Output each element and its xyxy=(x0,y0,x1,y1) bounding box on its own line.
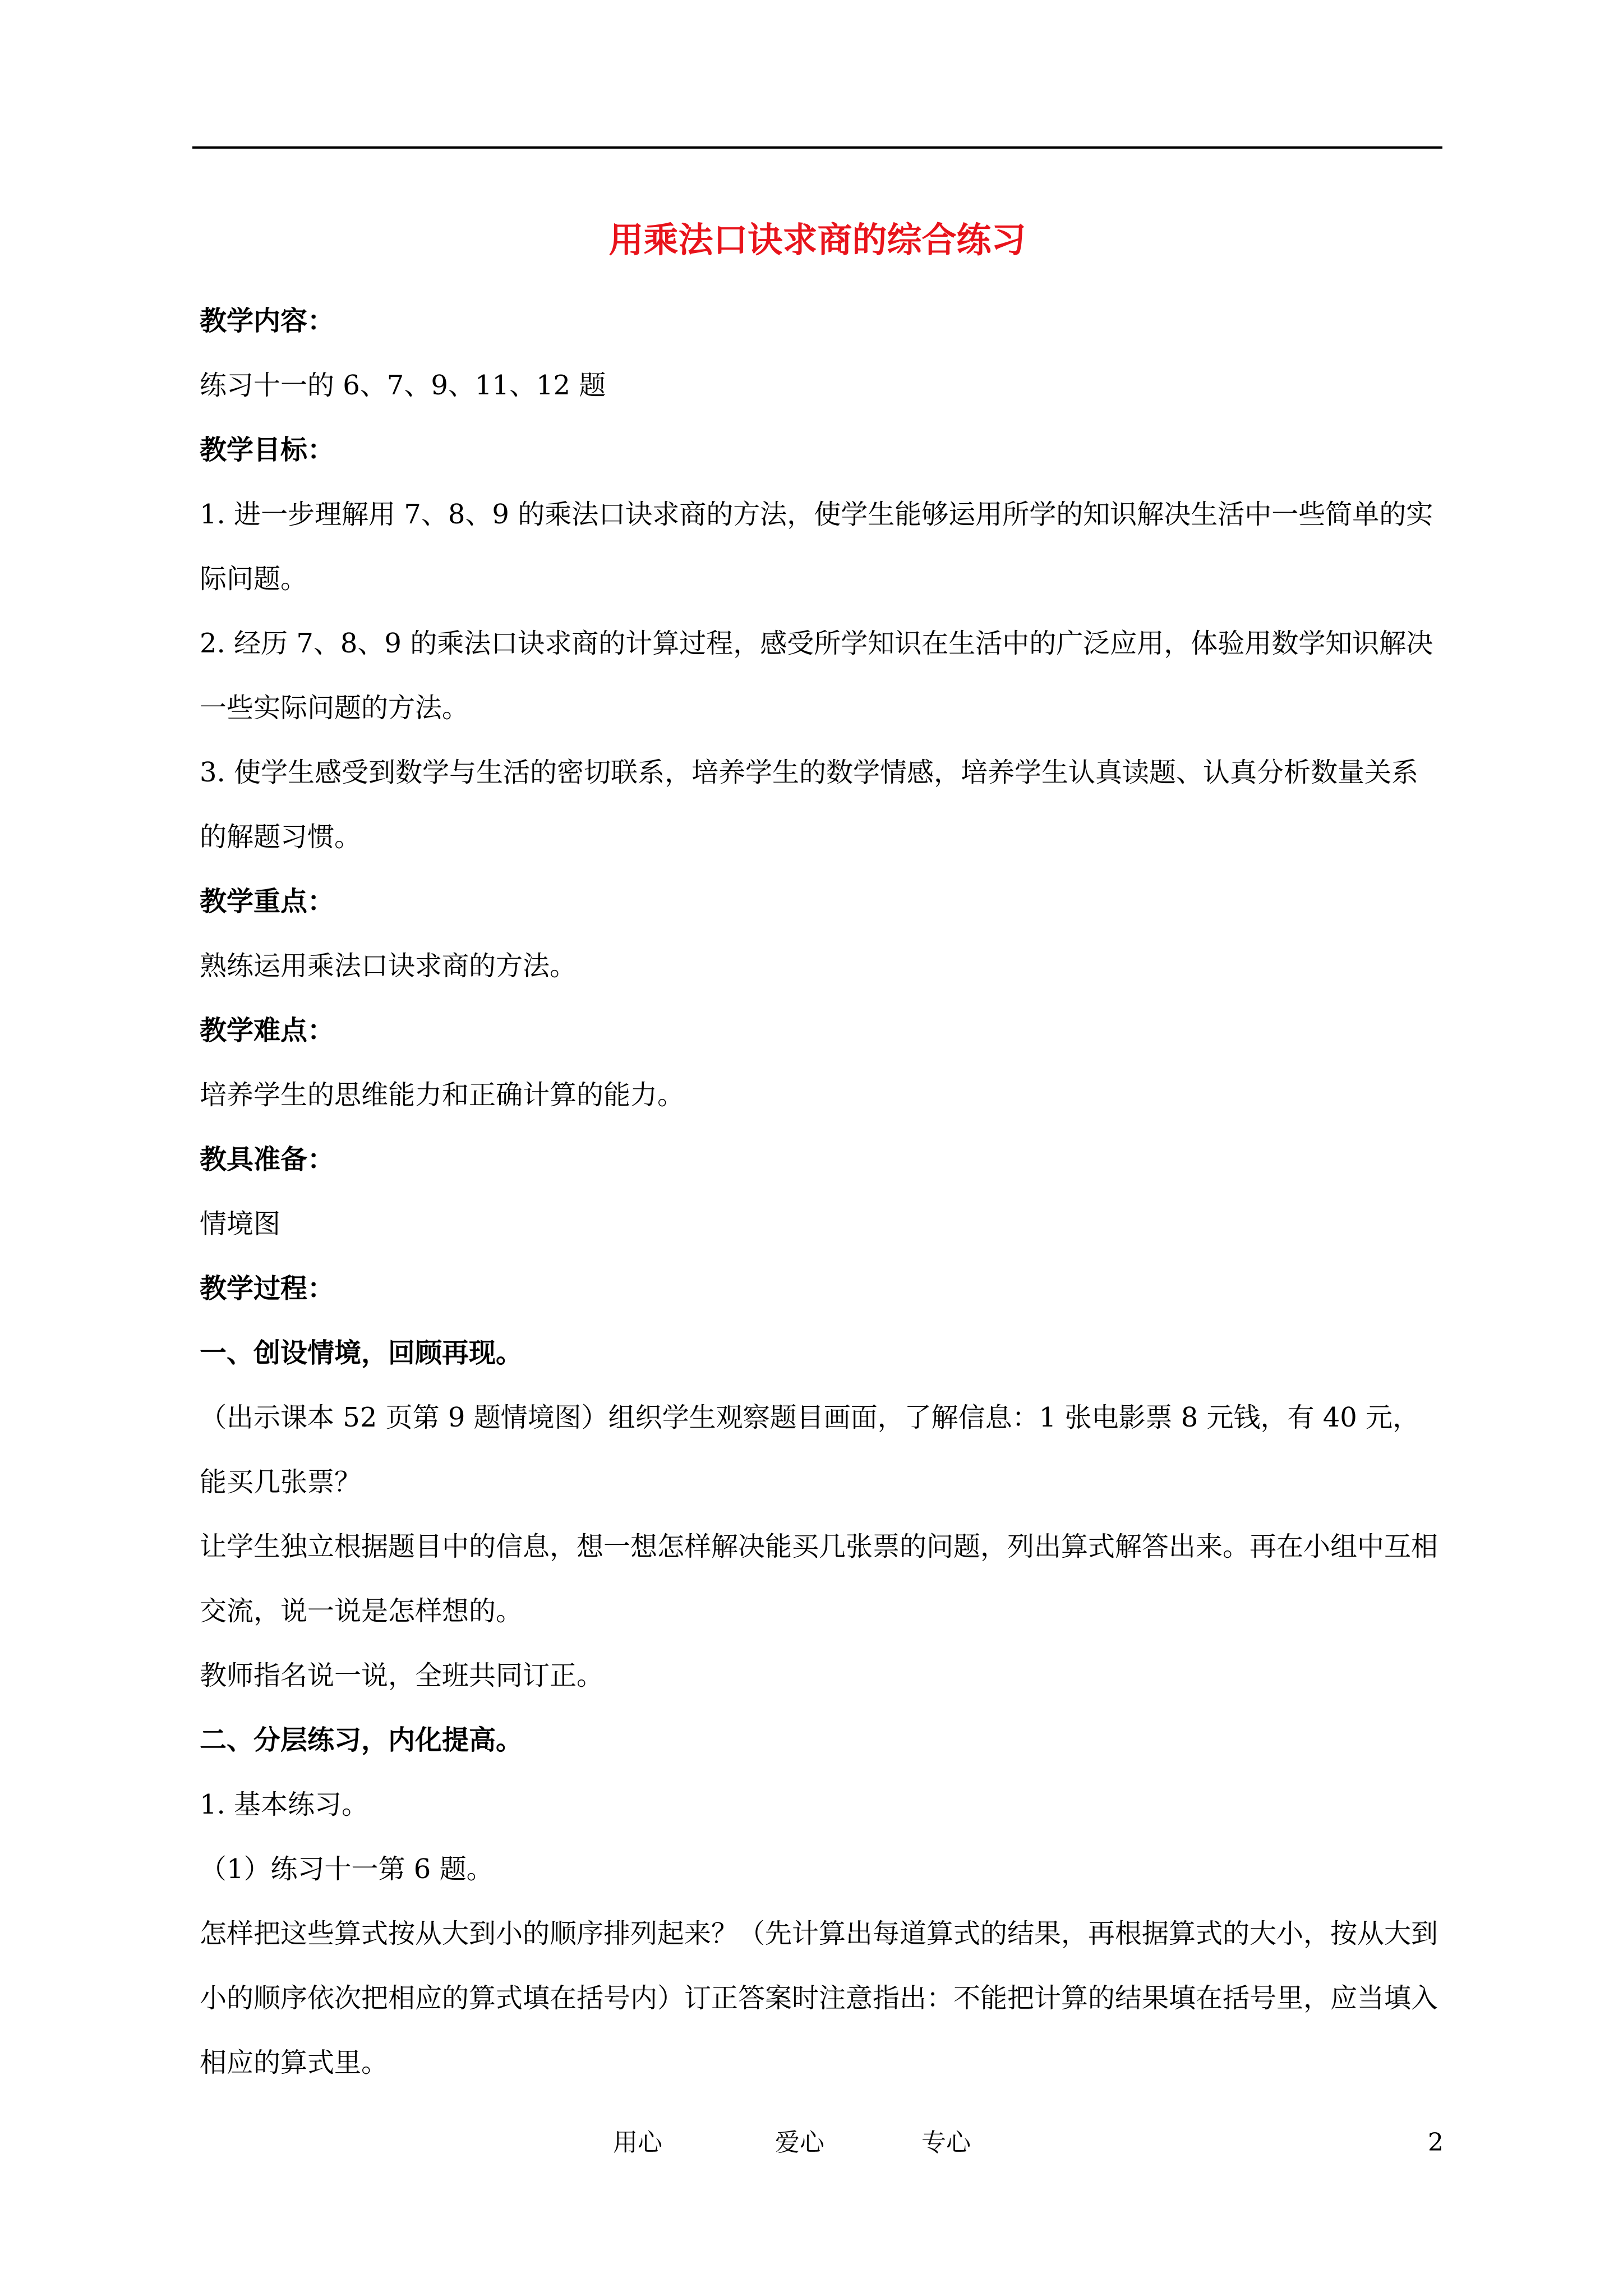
footer-motto-1: 用心 xyxy=(613,2128,662,2157)
section-heading: 教学目标： xyxy=(200,434,335,466)
footer-motto-3: 专心 xyxy=(921,2128,971,2157)
paragraph: 情境图 xyxy=(200,1208,281,1240)
paragraph: 2. 经历 7、8、9 的乘法口诀求商的计算过程，感受所学知识在生活中的广泛应用，体验用数学知识解决一些实际问题的方法。 xyxy=(200,628,1433,724)
paragraph: 练习十一的 6、7、9、11、12 题 xyxy=(200,370,606,401)
paragraph: （1）练习十一第 6 题。 xyxy=(200,1853,494,1885)
paragraph: 1. 进一步理解用 7、8、9 的乘法口诀求商的方法，使学生能够运用所学的知识解决生活中一些简单的实际问题。 xyxy=(200,499,1433,595)
paragraph: 怎样把这些算式按从大到小的顺序排列起来？（先计算出每道算式的结果，再根据算式的大小，按从大到小的顺序依次把相应的算式填在括号内）订正答案时注意指出：不能把计算的结果填在括号里，应当填入相应的算式里。 xyxy=(200,1918,1438,2078)
paragraph: 教师指名说一说，全班共同订正。 xyxy=(200,1660,604,1691)
page-number: 2 xyxy=(1428,2128,1444,2157)
document-title: 用乘法口诀求商的综合练习 xyxy=(608,219,1026,260)
section-heading: 一、创设情境，回顾再现。 xyxy=(200,1337,523,1369)
paragraph: 1. 基本练习。 xyxy=(200,1789,369,1820)
paragraph: 让学生独立根据题目中的信息，想一想怎样解决能买几张票的问题，列出算式解答出来。再在小组中互相交流，说一说是怎样想的。 xyxy=(200,1531,1438,1627)
section-heading: 教学过程： xyxy=(200,1273,335,1304)
section-heading: 教具准备： xyxy=(200,1144,335,1175)
document-body xyxy=(200,289,1442,2095)
paragraph: （出示课本 52 页第 9 题情境图）组织学生观察题目画面，了解信息：1 张电影票 8 元钱，有 40 元，能买几张票？ xyxy=(200,1402,1420,1498)
section-heading: 二、分层练习，内化提高。 xyxy=(200,1724,523,1756)
section-heading: 教学重点： xyxy=(200,886,335,917)
paragraph: 熟练运用乘法口诀求商的方法。 xyxy=(200,950,577,982)
footer-motto-2: 爱心 xyxy=(775,2128,824,2157)
page-footer xyxy=(0,2120,1623,2165)
header-rule xyxy=(192,146,1442,149)
section-heading: 教学难点： xyxy=(200,1015,335,1046)
paragraph: 3. 使学生感受到数学与生活的密切联系，培养学生的数学情感，培养学生认真读题、认真分析数量关系的解题习惯。 xyxy=(200,757,1419,853)
section-heading: 教学内容： xyxy=(200,305,335,337)
paragraph: 培养学生的思维能力和正确计算的能力。 xyxy=(200,1079,685,1111)
